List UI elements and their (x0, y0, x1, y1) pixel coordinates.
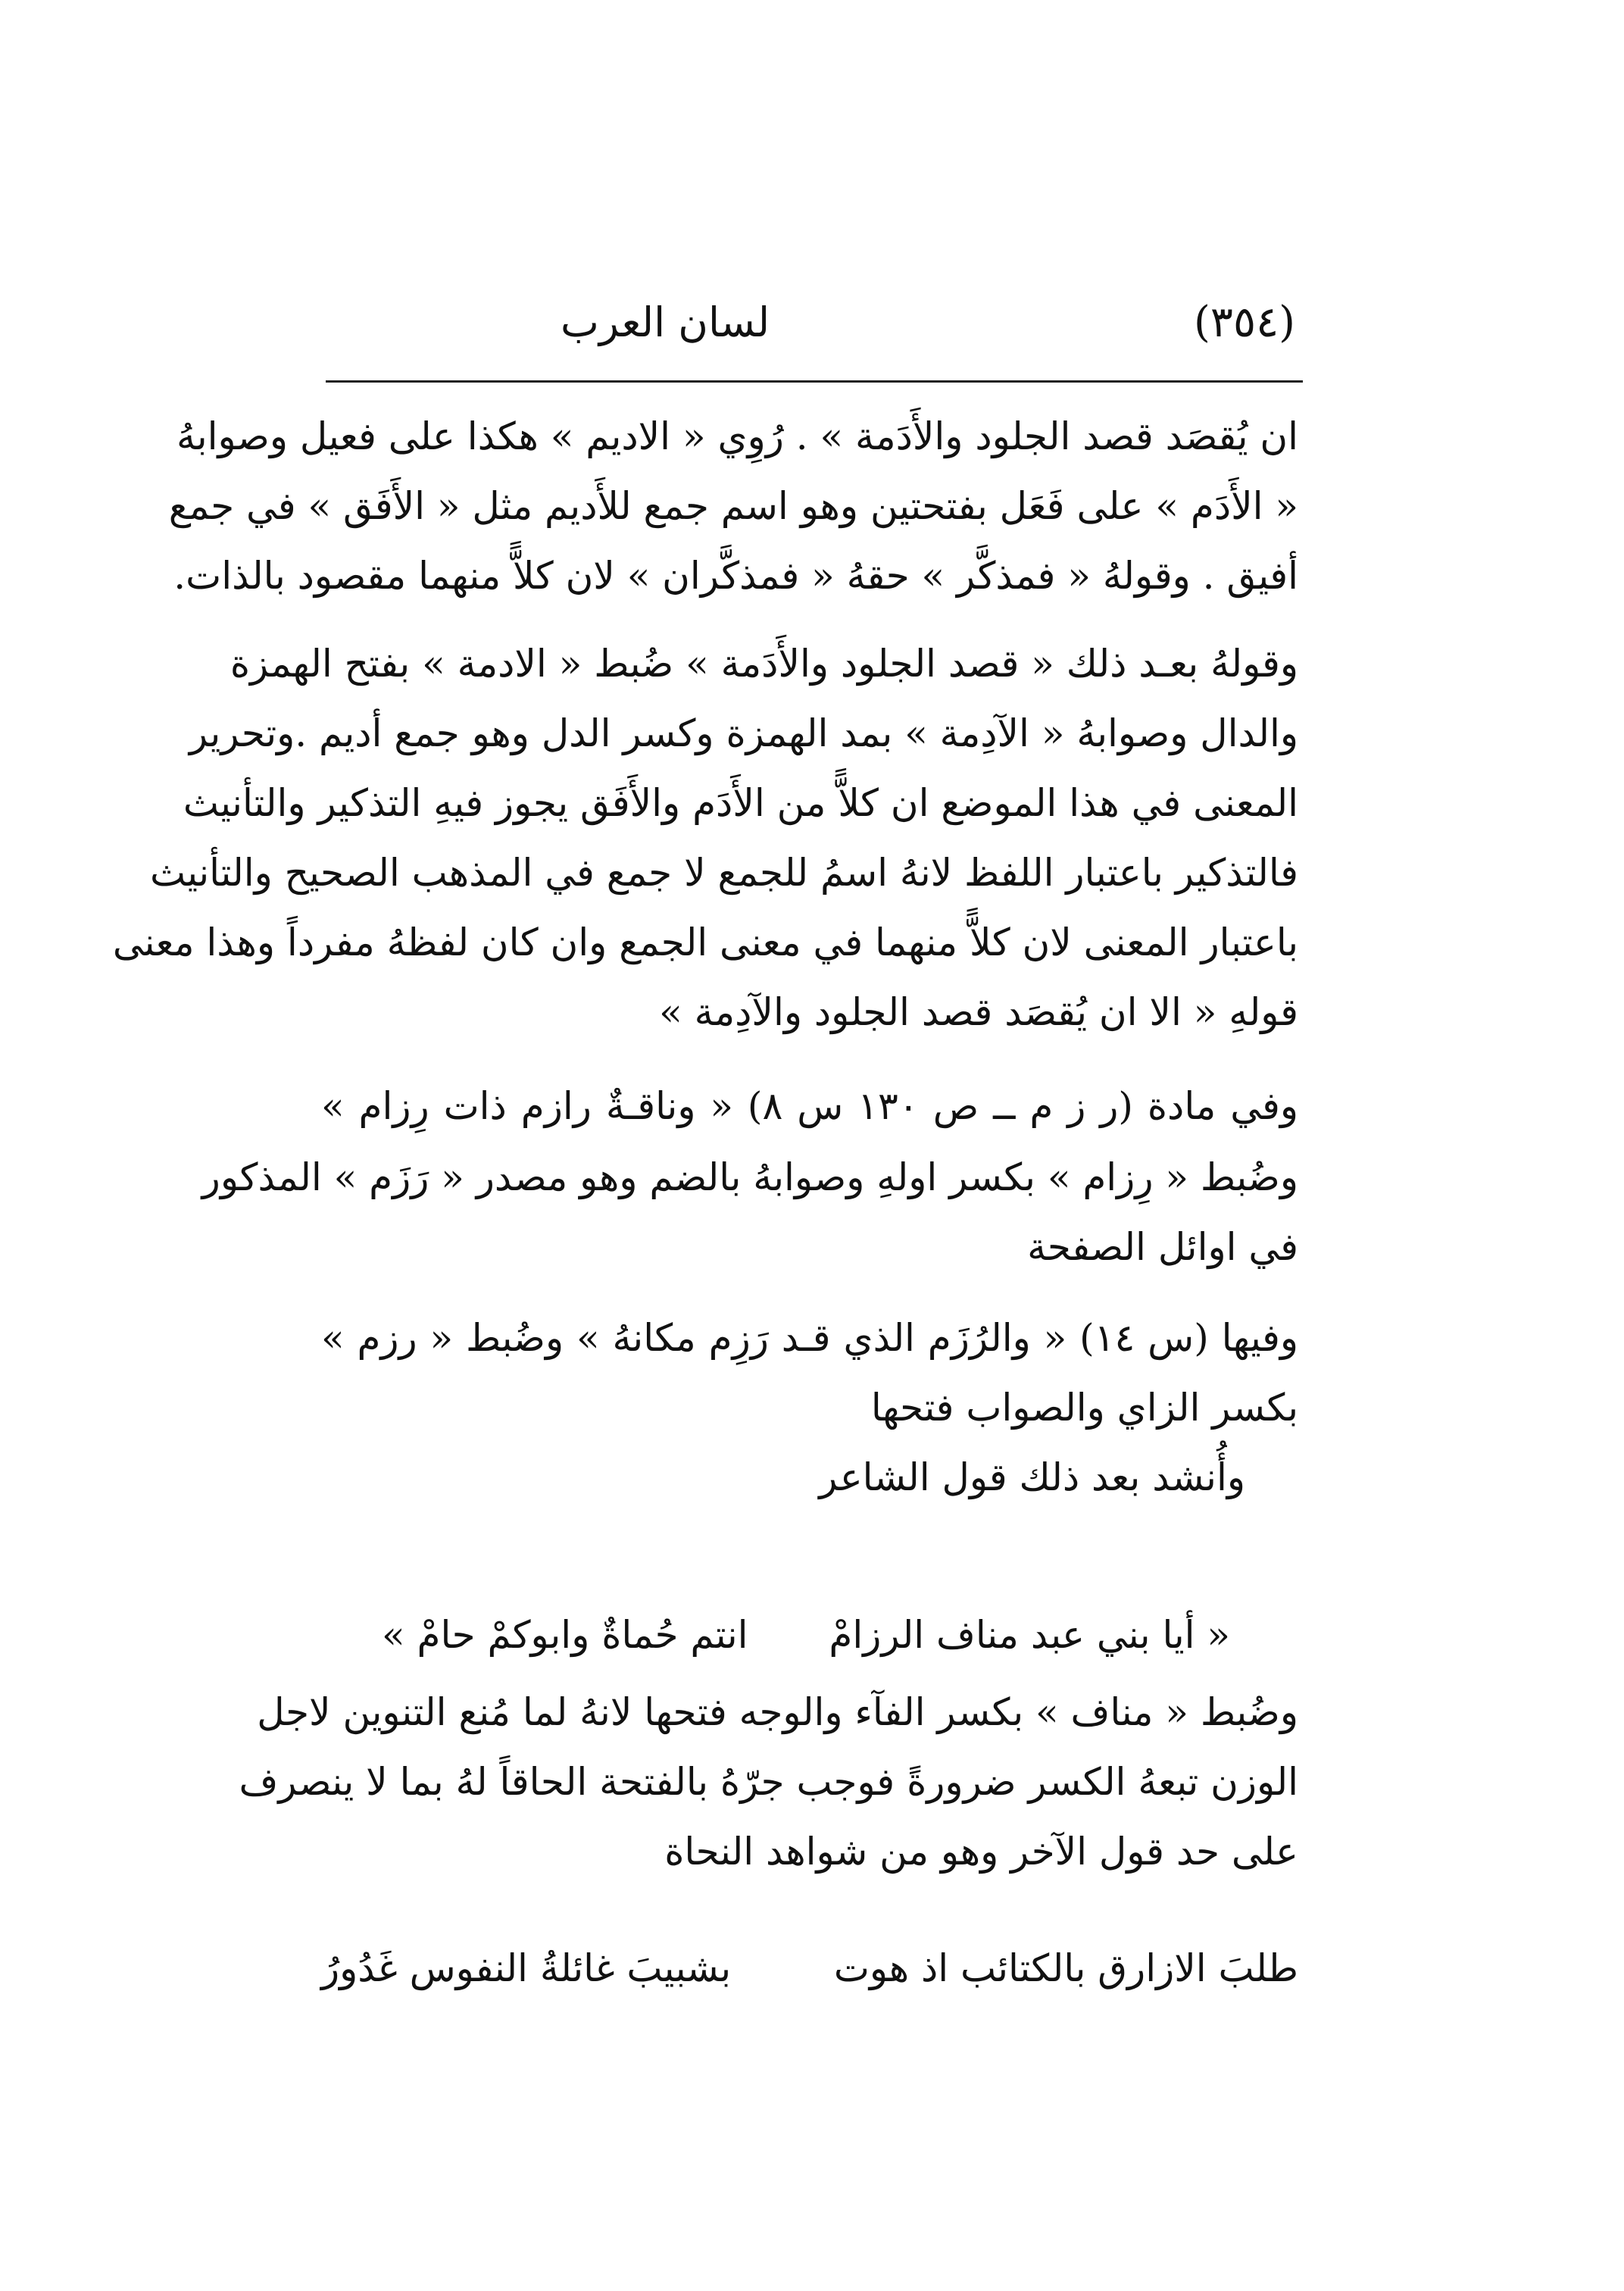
text-line: فالتذكير باعتبار اللفظ لانهُ اسمُ للجمع لا جمع في المذهب الصحيح والتأنيث (150, 851, 1298, 895)
text-line: وفيها (س ١٤) « والرُزَم الذي قـد رَزِم مكانهُ » وضُبط « رزم » (321, 1316, 1298, 1360)
text-line: على حد قول الآخر وهو من شواهد النحاة (664, 1830, 1298, 1874)
page-header (333, 277, 1295, 368)
header-rule (326, 380, 1303, 383)
text-line: باعتبار المعنى لان كلاًّ منهما في معنى الجمع وان كان لفظهُ مفرداً وهذا معنى (112, 920, 1298, 964)
verse-line (321, 1933, 1298, 2003)
page-number: (٣٥٤) (1194, 298, 1295, 347)
text-line: وفي مادة (ر ز م ــ ص ١٣٠ س ٨) « وناقـةٌ رازم ذات رِزام » (321, 1084, 1298, 1128)
text-line: المعنى في هذا الموضع ان كلاًّ من الأَدَم والأَفَق يجوز فيهِ التذكير والتأنيث (183, 781, 1298, 825)
text-line: بكسر الزاي والصواب فتحها (870, 1386, 1298, 1430)
text-line: وضُبط « مناف » بكسر الفآء والوجه فتحها لانهُ لما مُنع التنوين لاجل (257, 1690, 1298, 1734)
text-line: قولهِ « الا ان يُقصَد قصد الجلود والآدِمة » (659, 990, 1298, 1034)
verse-first-hemistich: طلبَ الازارق بالكتائب اذ هوت (833, 1946, 1298, 1990)
text-line: أفيق . وقولهُ « فمذكَّر » حقهُ « فمذكَّران » لان كلاًّ منهما مقصود بالذات. (173, 554, 1298, 598)
text-line: « الأَدَم » على فَعَل بفتحتين وهو اسم جمع للأَديم مثل « الأَفَق » في جمع (168, 484, 1298, 528)
running-title: لسان العرب (561, 298, 770, 346)
verse-second-hemistich: بشبيبَ غائلةُ النفوس غَدُورُ (321, 1946, 732, 1990)
verse-line (382, 1600, 1230, 1670)
text-line: الوزن تبعهُ الكسر ضرورةً فوجب جرّهُ بالفتحة الحاقاً لهُ بما لا ينصرف (239, 1760, 1298, 1804)
text-line: في اوائل الصفحة (1027, 1225, 1298, 1269)
text-line: وضُبط « رِزام » بكسر اولهِ وصوابهُ بالضم وهو مصدر « رَزَم » المذكور (201, 1155, 1298, 1199)
text-line: وأُنشد بعد ذلك قول الشاعر (819, 1455, 1245, 1499)
verse-second-hemistich: انتم حُماةٌ وابوكمْ حامْ » (382, 1613, 748, 1657)
text-line: وقولهُ بعـد ذلك « قصد الجلود والأَدَمة » ضُبط « الادمة » بفتح الهمزة (230, 642, 1298, 686)
text-line: ان يُقصَد قصد الجلود والأَدَمة » . رُوِي « الاديم » هكذا على فعيل وصوابهُ (176, 414, 1298, 458)
verse-first-hemistich: « أيا بني عبد مناف الرزامْ (829, 1613, 1230, 1657)
text-line: والدال وصوابهُ « الآدِمة » بمد الهمزة وكسر الدل وهو جمع أديم .وتحرير (189, 711, 1298, 755)
